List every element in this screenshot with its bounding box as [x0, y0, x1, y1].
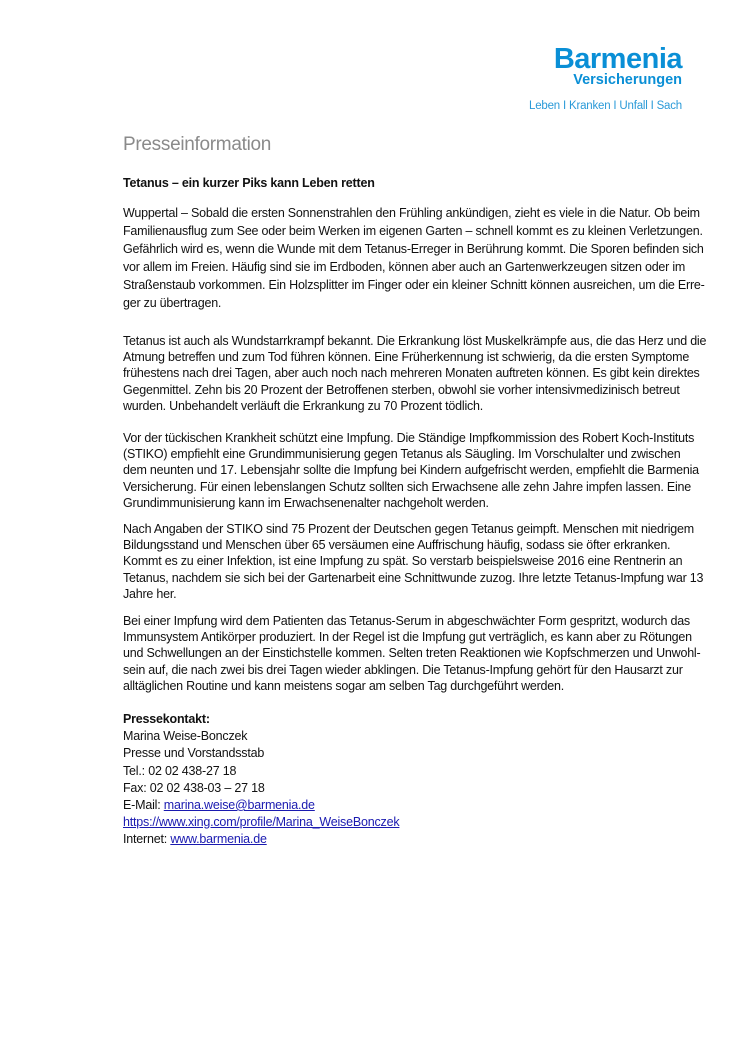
xing-link[interactable]: https://www.xing.com/profile/Marina_WeiseBonczek — [123, 815, 400, 830]
paragraph-line: Tetanus, nachdem sie sich bei der Gartenarbeit eine Schnittwunde zuzog. Ihre letzte Tetanus-Impfung war 13 — [123, 570, 704, 585]
logo-subtitle: Versicherungen — [573, 72, 682, 88]
contact-internet-row — [123, 831, 399, 848]
paragraph-line: dem neunten und 17. Lebensjahr sollte die Impfung bei Kindern aufgefrischt werden, empfiehlt die Barmenia — [123, 463, 699, 478]
paragraph-line: sein auf, die nach zwei bis drei Tagen wieder abklingen. Die Tetanus-Impfung gehört für den Hausarzt zur — [123, 662, 683, 677]
paragraph — [123, 430, 713, 511]
paragraph — [123, 613, 713, 694]
logo-brand: Barmenia — [553, 43, 682, 75]
paragraph-line: Grundimmunisierung kann im Erwachsenenalter nachgeholt werden. — [123, 495, 489, 510]
contact-heading: Pressekontakt: — [123, 712, 210, 726]
paragraph — [123, 204, 713, 312]
paragraph-line: Nach Angaben der STIKO sind 75 Prozent der Deutschen gegen Tetanus geimpft. Menschen mit niedrigem — [123, 522, 694, 536]
paragraph-line: Kommt es zu einer Infektion, ist eine Impfung zu spät. So verstarb beispielsweise 2016 eine Rentnerin an — [123, 554, 683, 569]
email-label: E-Mail: — [123, 797, 164, 812]
contact-department: Presse und Vorstandsstab — [123, 746, 265, 761]
paragraph-line: ger zu übertragen. — [123, 296, 222, 310]
paragraph-line: wurden. Unbehandelt verläuft die Erkrankung zu 70 Prozent tödlich. — [123, 398, 484, 413]
paragraph — [123, 521, 713, 602]
document-type: Presseinformation — [123, 134, 272, 155]
internet-label: Internet: — [123, 832, 171, 847]
paragraph-line: Immunsystem Antikörper produziert. In der Regel ist die Impfung gut verträglich, es kann aber zu Rötungen — [123, 630, 692, 645]
paragraph-line: (STIKO) empfiehlt eine Grundimmunisierung gegen Tetanus als Säugling. Im Vorschulalter und zwischen — [123, 447, 681, 462]
paragraph-line: Jahre her. — [123, 586, 177, 601]
document-title: Tetanus – ein kurzer Piks kann Leben retten — [123, 176, 375, 190]
paragraph-line: vor allem im Freien. Häufig sind sie im Erdboden, können aber auch an Gartenwerkzeugen sitzen oder im — [123, 260, 686, 274]
paragraph-line: alltäglichen Routine und kann meistens sogar am selben Tag durchgeführt werden. — [123, 678, 565, 693]
paragraph-line: Vor der tückischen Krankheit schützt eine Impfung. Die Ständige Impfkommission des Robert Koch-Instituts — [123, 431, 695, 445]
paragraph-line: Bei einer Impfung wird dem Patienten das Tetanus-Serum in abgeschwächter Form gespritzt, wodurch das — [123, 614, 690, 628]
paragraph-line: und Schwellungen an der Einstichstelle kommen. Selten treten Reaktionen wie Kopfschmerzen und Unwohl- — [123, 646, 701, 661]
paragraph-line: Familienausflug zum See oder beim Werken im eigenen Garten – schnell kommt es zu kleinen Verletzungen. — [123, 224, 703, 238]
contact-name: Marina Weise-Bonczek — [123, 729, 248, 744]
contact-xing-row — [123, 814, 399, 831]
paragraph-line: Tetanus ist auch als Wundstarrkrampf bekannt. Die Erkrankung löst Muskelkrämpfe aus, die das Herz und die — [123, 334, 707, 348]
press-contact — [123, 711, 399, 849]
email-link[interactable]: marina.weise@barmenia.de — [163, 797, 315, 812]
paragraph — [123, 333, 713, 414]
contact-email-row — [123, 797, 399, 814]
paragraph-line: Atmung betreffen und zum Tod führen können. Eine Früherkennung ist schwierig, da die ersten Symptome — [123, 350, 690, 365]
paragraph-line: Straßenstaub vorkommen. Ein Holzsplitter im Finger oder ein kleiner Schnitt können ausreichen, um die Erre- — [123, 278, 705, 292]
website-link[interactable]: www.barmenia.de — [170, 832, 267, 847]
contact-tel: Tel.: 02 02 438-27 18 — [123, 763, 237, 778]
paragraph-line: Gegenmittel. Zehn bis 20 Prozent der Betroffenen sterben, obwohl sie vorher intensivmedizinisch betreut — [123, 382, 680, 397]
paragraph-line: Wuppertal – Sobald die ersten Sonnenstrahlen den Frühling ankündigen, zieht es viele in die Natur. Ob beim — [123, 206, 700, 220]
paragraph-line: frühestens nach drei Tagen, aber auch noch nach mehreren Monaten auftreten können. Es gibt kein direktes — [123, 366, 700, 381]
paragraph-line: Gefährlich wird es, wenn die Wunde mit dem Tetanus-Erreger in Berührung kommt. Die Sporen befinden sich — [123, 242, 704, 256]
paragraph-line: Versicherung. Für einen lebenslangen Schutz sollten sich Erwachsene alle zehn Jahre impfen lassen. Eine — [123, 479, 691, 494]
logo-tagline: Leben I Kranken I Unfall I Sach — [529, 100, 682, 112]
contact-fax: Fax: 02 02 438-03 – 27 18 — [123, 780, 265, 795]
paragraph-line: Bildungsstand und Menschen über 65 versäumen eine Auffrischung häufig, sodass sie öfter erkranken. — [123, 538, 671, 553]
